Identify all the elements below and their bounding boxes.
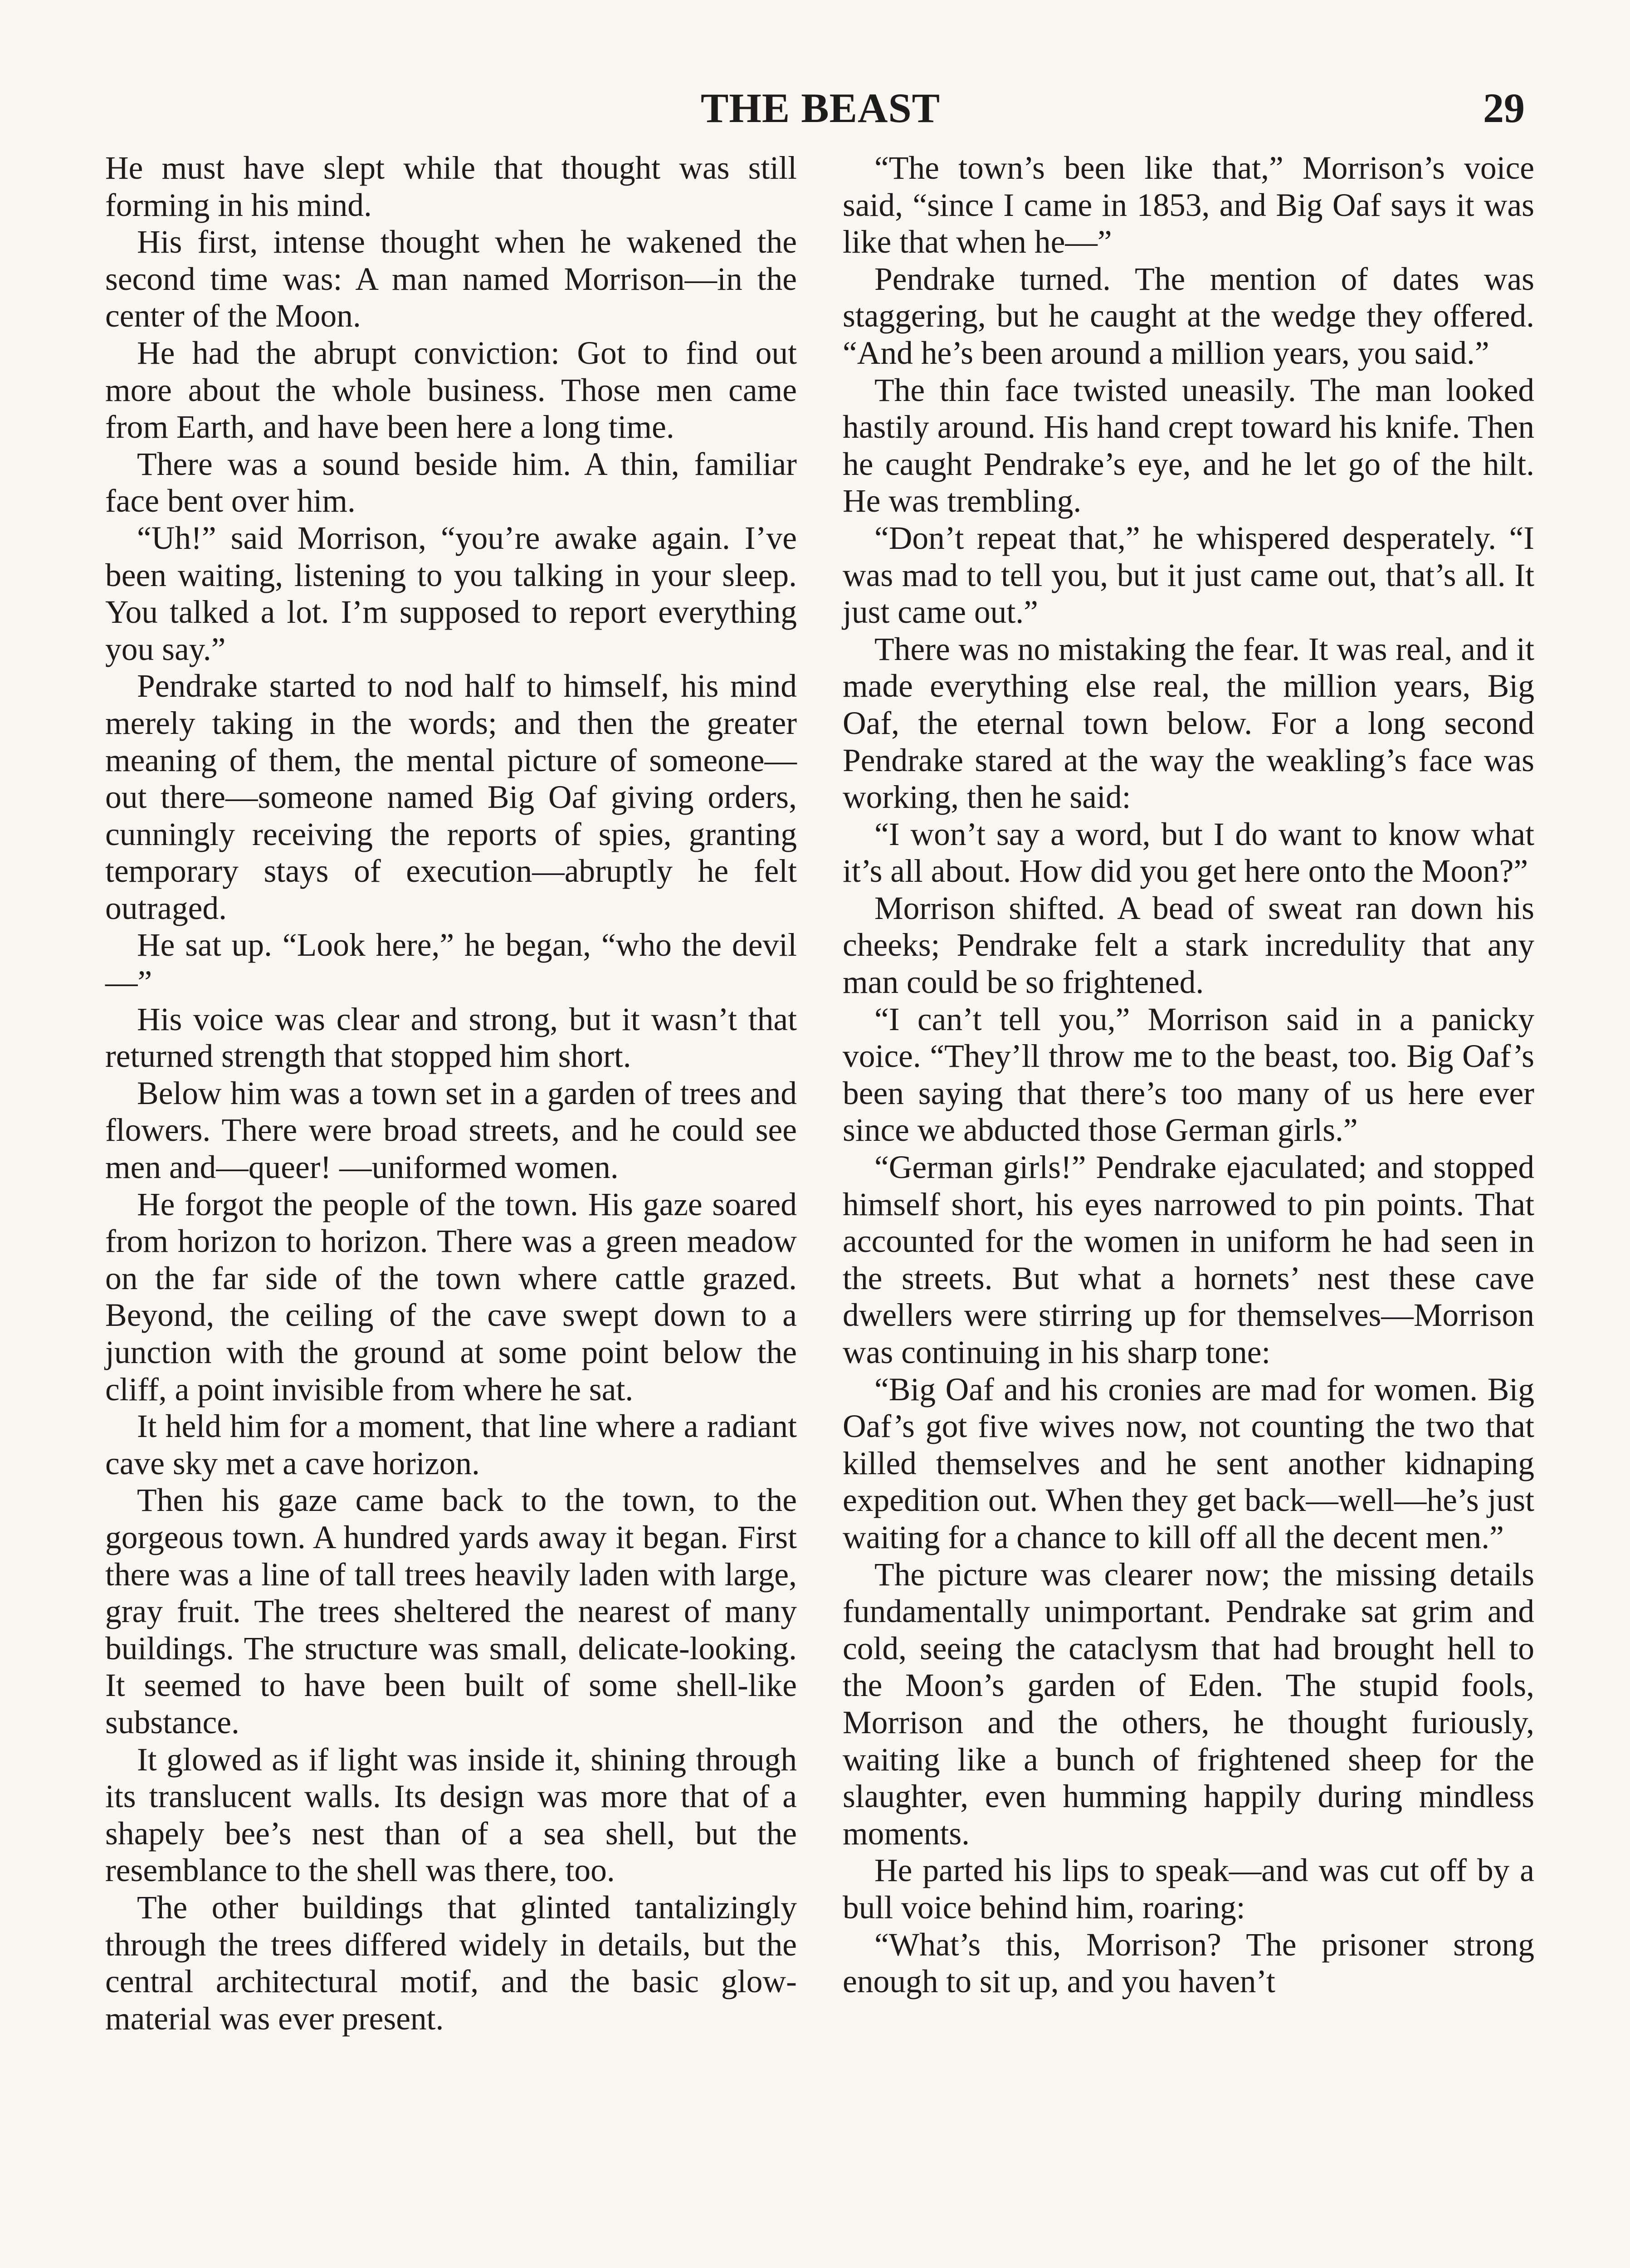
paragraph: Below him was a town set in a garden of trees and flowers. There were broad streets, and he could see men and—queer! —uniformed women. [105,1075,797,1186]
paragraph: There was no mistaking the fear. It was real, and it made everything else real, the million years, Big Oaf, the eternal town below. For a long second Pendrake stared at the way the weakling’s face was working, then he said: [843,631,1534,816]
paragraph: Pendrake turned. The mention of dates was staggering, but he caught at the wedge they offered. “And he’s been around a million years, you said.” [843,261,1534,371]
paragraph: His voice was clear and strong, but it wasn’t that returned strength that stopped him short. [105,1001,797,1075]
page-header [0,84,1630,138]
running-title: THE BEAST [701,85,940,131]
paragraph: He must have slept while that thought was still forming in his mind. [105,150,797,223]
paragraph: Pendrake started to nod half to himself, his mind merely taking in the words; and then the greater meaning of them, the mental picture of someone—out there—someone named Big Oaf giving orders, cunningly receiving the reports of spies, granting temporary stays of execution—abruptly he felt outraged. [105,668,797,926]
paragraph: “What’s this, Morrison? The prisoner strong enough to sit up, and you haven’t [843,1926,1534,2000]
left-column [105,150,797,2037]
paragraph: “I can’t tell you,” Morrison said in a panicky voice. “They’ll throw me to the beast, too. Big Oaf’s been saying that there’s too many of us here ever since we abducted those German girls.” [843,1001,1534,1149]
page-number: 29 [1483,85,1525,131]
paragraph: His first, intense thought when he wakened the second time was: A man named Morrison—in the center of the Moon. [105,224,797,334]
paragraph: “Uh!” said Morrison, “you’re awake again. I’ve been waiting, listening to you talking in your sleep. You talked a lot. I’m supposed to report everything you say.” [105,520,797,667]
paragraph: “German girls!” Pendrake ejaculated; and stopped himself short, his eyes narrowed to pin points. That accounted for the women in uniform he had seen in the streets. But what a hornets’ nest these cave dwellers were stirring up for themselves—Morrison was continuing in his sharp tone: [843,1149,1534,1370]
right-column [843,150,1534,2000]
paragraph: The other buildings that glinted tantalizingly through the trees differed widely in details, but the central architectural motif, and the basic glow-material was ever present. [105,1889,797,2037]
paragraph: Then his gaze came back to the town, to the gorgeous town. A hundred yards away it began. First there was a line of tall trees heavily laden with large, gray fruit. The trees sheltered the nearest of many buildings. The structure was small, delicate-looking. It seemed to have been built of some shell-like substance. [105,1482,797,1740]
paragraph: It glowed as if light was inside it, shining through its translucent walls. Its design was more that of a shapely bee’s nest than of a sea shell, but the resemblance to the shell was there, too. [105,1741,797,1889]
paragraph: “Don’t repeat that,” he whispered desperately. “I was mad to tell you, but it just came out, that’s all. It just came out.” [843,520,1534,631]
paragraph: There was a sound beside him. A thin, familiar face bent over him. [105,446,797,519]
paragraph: He had the abrupt conviction: Got to find out more about the whole business. Those men came from Earth, and have been here a long time. [105,335,797,445]
paragraph: Morrison shifted. A bead of sweat ran down his cheeks; Pendrake felt a stark incredulity that any man could be so frightened. [843,890,1534,1001]
paragraph: “Big Oaf and his cronies are mad for women. Big Oaf’s got five wives now, not counting the two that killed themselves and he sent another kidnaping expedition out. When they get back—well—he’s just waiting for a chance to kill off all the decent men.” [843,1371,1534,1555]
paragraph: He sat up. “Look here,” he began, “who the devil—” [105,927,797,1001]
paragraph: “I won’t say a word, but I do want to know what it’s all about. How did you get here onto the Moon?” [843,816,1534,890]
paragraph: It held him for a moment, that line where a radiant cave sky met a cave horizon. [105,1408,797,1481]
paragraph: He forgot the people of the town. His gaze soared from horizon to horizon. There was a green meadow on the far side of the town where cattle grazed. Beyond, the ceiling of the cave swept down to a junction with the ground at some point below the cliff, a point invisible from where he sat. [105,1186,797,1408]
paragraph: The picture was clearer now; the missing details fundamentally unimportant. Pendrake sat grim and cold, seeing the cataclysm that had brought hell to the Moon’s garden of Eden. The stupid fools, Morrison and the others, he thought furiously, waiting like a bunch of frightened sheep for the slaughter, even humming happily during mindless moments. [843,1556,1534,1852]
paragraph: The thin face twisted uneasily. The man looked hastily around. His hand crept toward his knife. Then he caught Pendrake’s eye, and he let go of the hilt. He was trembling. [843,372,1534,519]
paragraph: “The town’s been like that,” Morrison’s voice said, “since I came in 1853, and Big Oaf says it was like that when he—” [843,150,1534,260]
paragraph: He parted his lips to speak—and was cut off by a bull voice behind him, roaring: [843,1853,1534,1926]
